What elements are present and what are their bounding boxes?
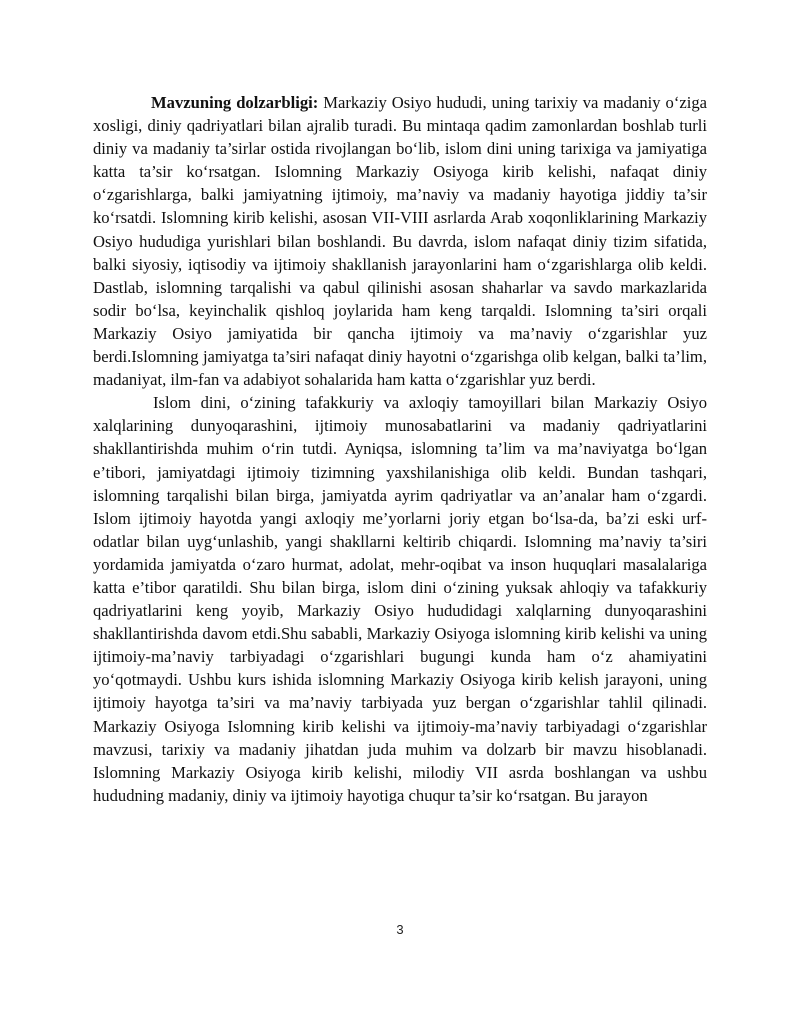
paragraph-islam-influence bbox=[93, 391, 707, 807]
page-number: 3 bbox=[396, 922, 404, 937]
section-lead-heading: Mavzuning dolzarbligi: bbox=[151, 93, 319, 112]
paragraph-text: Islom dini, o‘zining tafakkuriy va axloqiy tamoyillari bilan Markaziy Osiyo xalqlarining dunyoqarashini, ijtimoiy munosabatlarini va madaniy qadriyatlarini shakllantirishda muhim o‘rin tutdi. Ayniqsa, islomning ta’lim va ma’naviyatga bo‘lgan e’tibori, jamiyatdagi ijtimoiy tizimning yaxshilanishiga olib keldi. Bundan tashqari, islomning tarqalishi bilan birga, jamiyatda ayrim qadriyatlar va an’analar ham o‘zgardi. Islom ijtimoiy hayotda yangi axloqiy me’yorlarni joriy etgan bo‘lsa-da, ba’zi eski urf-odatlar bilan uyg‘unlashib, yangi shakllarni keltirib chiqardi. Islomning ma’naviy ta’siri yordamida jamiyatda o‘zaro hurmat, adolat, mehr-oqibat va inson huquqlari masalalariga katta e’tibor qaratildi. Shu bilan birga, islom dini o‘zining yuksak ahloqiy va tafakkuriy qadriyatlarini keng yoyib, Markaziy Osiyo hududidagi xalqlarning dunyoqarashini shakllantirishda davom etdi.Shu sababli, Markaziy Osiyoga islomning kirib kelishi va uning ijtimoiy-ma’naviy tarbiyadagi o‘zgarishlari bugungi kunda ham o‘z ahamiyatini yo‘qotmaydi. Ushbu kurs ishida islomning Markaziy Osiyoga kirib kelish jarayoni, uning ijtimoiy hayotga ta’siri va ma’naviy tarbiyada yuz bergan o‘zgarishlar tahlil qilinadi. Markaziy Osiyoga Islomning kirib kelishi va ijtimoiy-ma’naviy tarbiyadagi o‘zgarishlar mavzusi, tarixiy va madaniy jihatdan juda muhim va dolzarb bir mavzu hisoblanadi. Islomning Markaziy Osiyoga kirib kelishi, milodiy VII asrda boshlangan va ushbu hududning madaniy, diniy va ijtimoiy hayotiga chuqur ta’sir ko‘rsatgan. Bu jarayon bbox=[93, 393, 707, 805]
paragraph-relevance bbox=[93, 91, 707, 391]
paragraph-text: Markaziy Osiyo hududi, uning tarixiy va madaniy o‘ziga xosligi, diniy qadriyatlari bilan ajralib turadi. Bu mintaqa qadim zamonlardan boshlab turli diniy va madaniy ta’sirlar ostida rivojlangan bo‘lib, islom dini uning tarixiga va jamiyatiga katta ta’sir ko‘rsatgan. Islomning Markaziy Osiyoga kirib kelishi, nafaqat diniy o‘zgarishlarga, balki jamiyatning ijtimoiy, ma’naviy va madaniy hayotiga jiddiy ta’sir ko‘rsatdi. Islomning kirib kelishi, asosan VII-VIII asrlarda Arab xoqonliklarining Markaziy Osiyo hududiga yurishlari bilan boshlandi. Bu davrda, islom nafaqat diniy tizim sifatida, balki siyosiy, iqtisodiy va ijtimoiy shakllanish jarayonlarini ham o‘zgarishlarga olib keldi. Dastlab, islomning tarqalishi va qabul qilinishi asosan shaharlar va savdo markazlarida sodir bo‘lsa, keyinchalik qishloq joylarida ham keng tarqaldi. Islomning ta’siri orqali Markaziy Osiyo jamiyatida bir qancha ijtimoiy va ma’naviy o‘zgarishlar yuz berdi.Islomning jamiyatga ta’siri nafaqat diniy hayotni o‘zgarishga olib kelgan, balki ta’lim, madaniyat, ilm-fan va adabiyot sohalarida ham katta o‘zgarishlar yuz berdi. bbox=[93, 93, 707, 390]
document-body bbox=[93, 91, 707, 807]
